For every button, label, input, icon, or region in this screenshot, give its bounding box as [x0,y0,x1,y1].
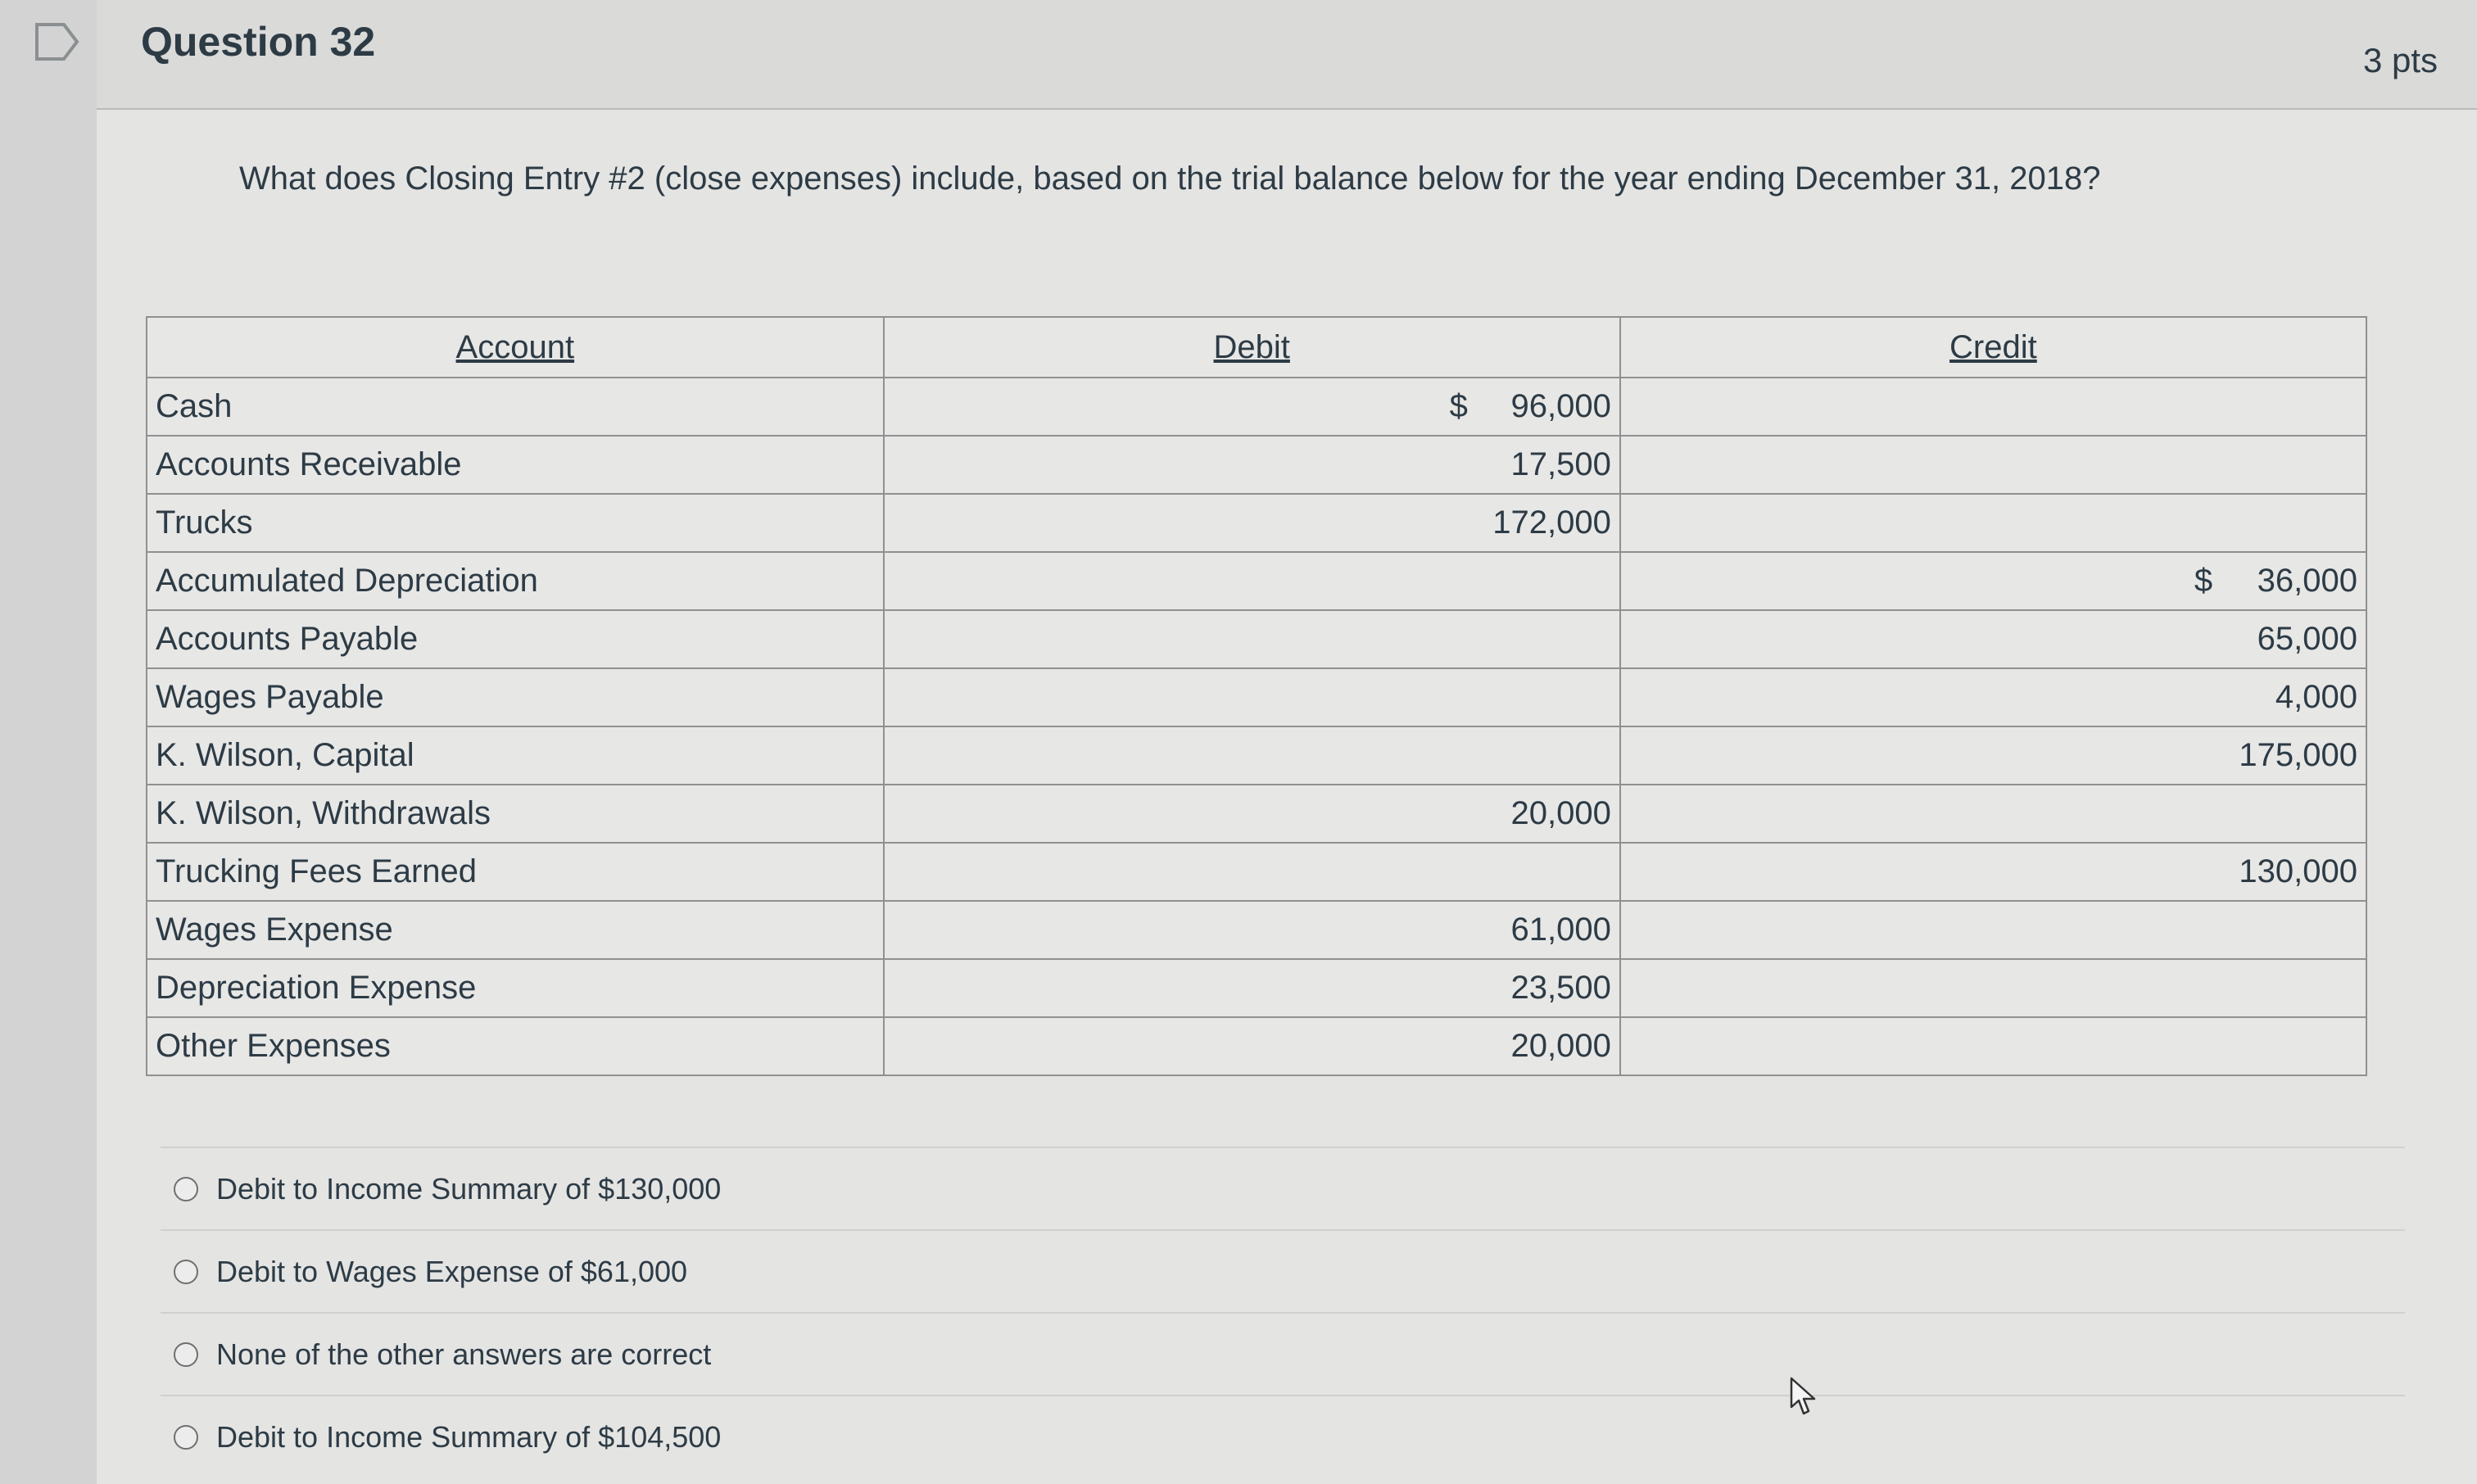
answer-options [161,1147,2405,1477]
flag-icon[interactable] [34,21,80,62]
table-row [147,436,2366,494]
table-header-row [147,317,2366,378]
credit-cell [1620,668,2366,726]
account-cell: K. Wilson, Capital [147,726,884,785]
credit-value: 4,000 [2275,679,2357,715]
table-row [147,726,2366,785]
credit-cell [1620,959,2366,1017]
debit-value: 61,000 [1510,912,1611,948]
account-cell: Accumulated Depreciation [147,552,884,610]
debit-cell [884,901,1620,959]
table-row [147,843,2366,901]
table-row [147,494,2366,552]
debit-value: 23,500 [1510,970,1611,1006]
credit-value: 65,000 [2257,621,2357,657]
table-row [147,610,2366,668]
account-cell: Trucking Fees Earned [147,843,884,901]
answer-label: None of the other answers are correct [216,1337,712,1371]
account-cell: Cash [147,378,884,436]
table-row [147,378,2366,436]
debit-value: 17,500 [1510,446,1611,482]
debit-value: 172,000 [1492,504,1611,541]
radio-icon[interactable] [174,1260,198,1284]
debit-cell [884,668,1620,726]
debit-value: 96,000 [1510,388,1611,424]
header-account: Account [147,317,884,378]
answer-label: Debit to Wages Expense of $61,000 [216,1254,688,1288]
answer-option[interactable] [161,1395,2405,1477]
debit-cell [884,959,1620,1017]
debit-value: 20,000 [1510,795,1611,831]
table-row [147,552,2366,610]
mouse-pointer-icon [1789,1376,1818,1417]
debit-value: 20,000 [1510,1028,1611,1064]
account-cell: Wages Expense [147,901,884,959]
header-credit: Credit [1620,317,2366,378]
table-row [147,901,2366,959]
credit-cell [1620,552,2366,610]
table-body [147,378,2366,1075]
account-cell: K. Wilson, Withdrawals [147,785,884,843]
credit-cell [1620,785,2366,843]
debit-cell [884,843,1620,901]
credit-cell [1620,901,2366,959]
debit-cell [884,785,1620,843]
debit-cell [884,726,1620,785]
answer-label: Debit to Income Summary of $104,500 [216,1419,722,1454]
debit-cell [884,552,1620,610]
table-row [147,785,2366,843]
credit-cell [1620,378,2366,436]
answer-label: Debit to Income Summary of $130,000 [216,1171,722,1206]
debit-cell [884,1017,1620,1075]
credit-cell [1620,494,2366,552]
account-cell: Other Expenses [147,1017,884,1075]
table-row [147,668,2366,726]
account-cell: Accounts Payable [147,610,884,668]
radio-icon[interactable] [174,1177,198,1201]
credit-cell [1620,843,2366,901]
table-row [147,1017,2366,1075]
credit-value: 130,000 [2239,853,2357,889]
credit-cell [1620,1017,2366,1075]
table-row [147,959,2366,1017]
trial-balance-table [146,316,2367,1076]
account-cell: Wages Payable [147,668,884,726]
radio-icon[interactable] [174,1342,198,1367]
question-text: What does Closing Entry #2 (close expenses) include, based on the trial balance below for the year ending December 31, 2018? [239,161,2101,197]
credit-value: 36,000 [2257,563,2357,599]
account-cell: Accounts Receivable [147,436,884,494]
debit-cell [884,610,1620,668]
question-points: 3 pts [2362,41,2438,79]
currency-symbol: $ [2194,563,2213,599]
radio-icon[interactable] [174,1425,198,1450]
debit-cell [884,436,1620,494]
debit-cell [884,378,1620,436]
answer-option[interactable] [161,1147,2405,1229]
credit-cell [1620,610,2366,668]
debit-cell [884,494,1620,552]
credit-cell [1620,726,2366,785]
account-cell: Depreciation Expense [147,959,884,1017]
currency-symbol: $ [1449,388,1468,424]
answer-option[interactable] [161,1229,2405,1312]
credit-cell [1620,436,2366,494]
answer-option[interactable] [161,1312,2405,1395]
credit-value: 175,000 [2239,737,2357,773]
question-sidebar [0,0,98,1484]
question-title: Question 32 [141,19,376,65]
header-debit: Debit [884,317,1620,378]
account-cell: Trucks [147,494,884,552]
question-header [97,0,2477,110]
